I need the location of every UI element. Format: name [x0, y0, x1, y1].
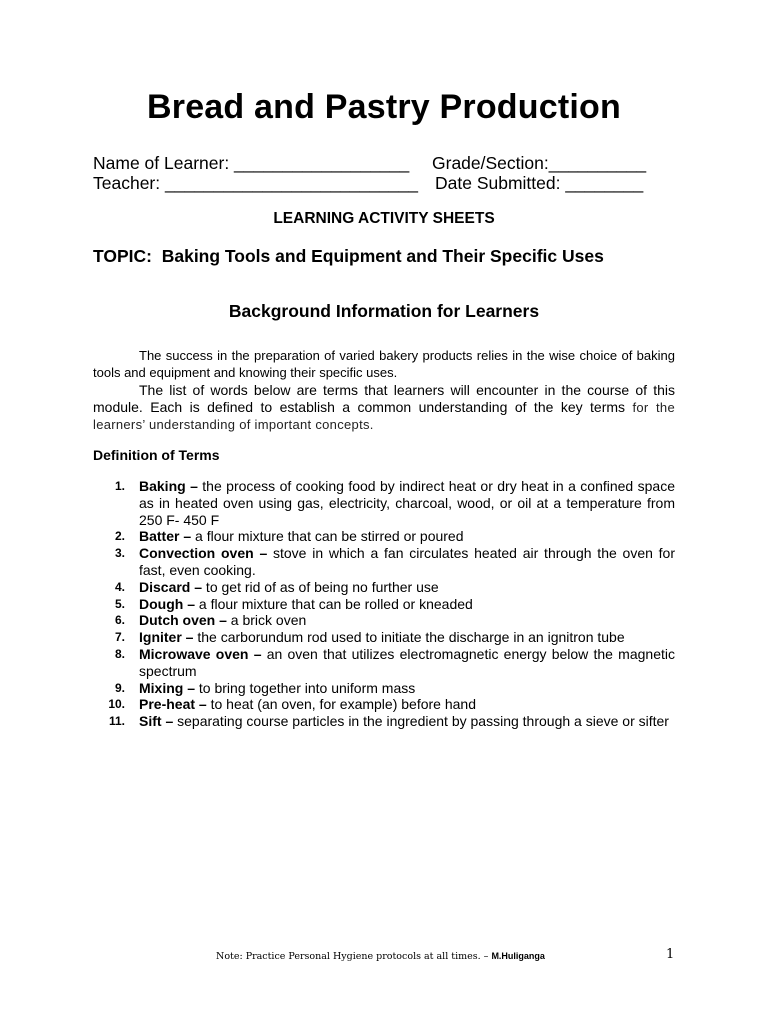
term-item [93, 596, 675, 613]
definitions-heading: Definition of Terms [93, 447, 220, 463]
term-word: Baking – [139, 478, 198, 494]
term-number: 9. [114, 680, 125, 695]
terms-paragraph [93, 382, 675, 433]
terms-paragraph-tail: for the learners’ understanding of important concepts. [93, 400, 675, 432]
term-word: Dough – [139, 595, 195, 612]
term-word: Microwave oven – [139, 645, 262, 662]
date-submitted-field: Date Submitted: ________ [435, 173, 644, 193]
term-definition: an oven that utilizes electromagnetic energy below the magnetic spectrum [139, 645, 675, 679]
term-item [93, 528, 675, 545]
term-word: Batter – [139, 528, 192, 545]
topic-heading: TOPIC: Baking Tools and Equipment and Their Specific Uses [93, 246, 604, 266]
term-number: 2. [114, 529, 125, 544]
term-item [93, 478, 675, 528]
term-item [93, 579, 675, 596]
term-word: Dutch oven – [139, 612, 227, 629]
term-definition: a flour mixture that can be rolled or kneaded [195, 595, 473, 612]
terms-paragraph-main: The list of words below are terms that learners will encounter in the course of this module. Each is defined to establish a common understanding of the key terms [93, 382, 675, 415]
learner-name-field: Name of Learner: __________________ [93, 153, 410, 173]
term-number: 5. [114, 596, 125, 611]
term-definition: to heat (an oven, for example) before hand [206, 696, 476, 713]
term-word: Convection oven – [139, 545, 268, 562]
term-definition: the carborundum rod used to initiate the discharge in an ignitron tube [193, 629, 625, 646]
term-definition: a brick oven [226, 612, 307, 629]
term-definition: a flour mixture that can be stirred or poured [191, 528, 464, 545]
sheet-type-label: LEARNING ACTIVITY SHEETS [273, 210, 495, 227]
term-definition: stove in which a fan circulates heated air through the oven for fast, even cooking. [139, 545, 676, 578]
background-heading: Background Information for Learners [228, 301, 540, 321]
term-item [93, 680, 675, 697]
term-number: 7. [114, 630, 125, 645]
term-item [93, 612, 675, 629]
terms-paragraph-text [93, 382, 675, 433]
page-number: 1 [666, 947, 675, 962]
term-word: Pre-heat – [139, 696, 207, 713]
term-definition: to get rid of as of being no further use [202, 578, 439, 595]
term-word: Discard – [139, 578, 203, 595]
intro-paragraph [93, 348, 675, 381]
term-number: 10. [108, 697, 125, 712]
document-title: Bread and Pastry Production [147, 88, 621, 126]
term-number: 8. [114, 646, 125, 661]
term-item [93, 646, 675, 680]
terms-list [93, 478, 675, 730]
term-definition: separating course particles in the ingredient by passing through a sieve or sifter [173, 713, 669, 730]
footer-note [216, 949, 545, 964]
term-number: 1. [114, 479, 125, 493]
intro-paragraph-text: The success in the preparation of varied bakery products relies in the wise choice of baking tools and equipment and knowing their specific uses. [93, 348, 675, 380]
term-item [93, 629, 675, 646]
footer-note-text: Note: Practice Personal Hygiene protocols at all times. – [216, 951, 492, 962]
term-item [93, 545, 675, 579]
term-definition: to bring together into uniform mass [195, 679, 416, 696]
term-definition: the process of cooking food by indirect heat or dry heat in a confined space as in heated oven using gas, electricity, charcoal, wood, or oil at a temperature from 250 F- 450 F [139, 478, 675, 528]
grade-section-field: Grade/Section:__________ [432, 153, 647, 173]
footer-author: M.Huliganga [491, 951, 545, 961]
term-word: Sift – [139, 713, 174, 730]
term-number: 4. [114, 579, 125, 594]
term-item [93, 713, 675, 730]
term-word: Igniter – [139, 629, 194, 646]
teacher-field: Teacher: __________________________ [93, 173, 419, 193]
term-number: 3. [114, 546, 125, 561]
term-number: 11. [108, 714, 125, 729]
term-word: Mixing – [139, 679, 196, 696]
term-number: 6. [114, 613, 125, 628]
term-item [93, 696, 675, 713]
